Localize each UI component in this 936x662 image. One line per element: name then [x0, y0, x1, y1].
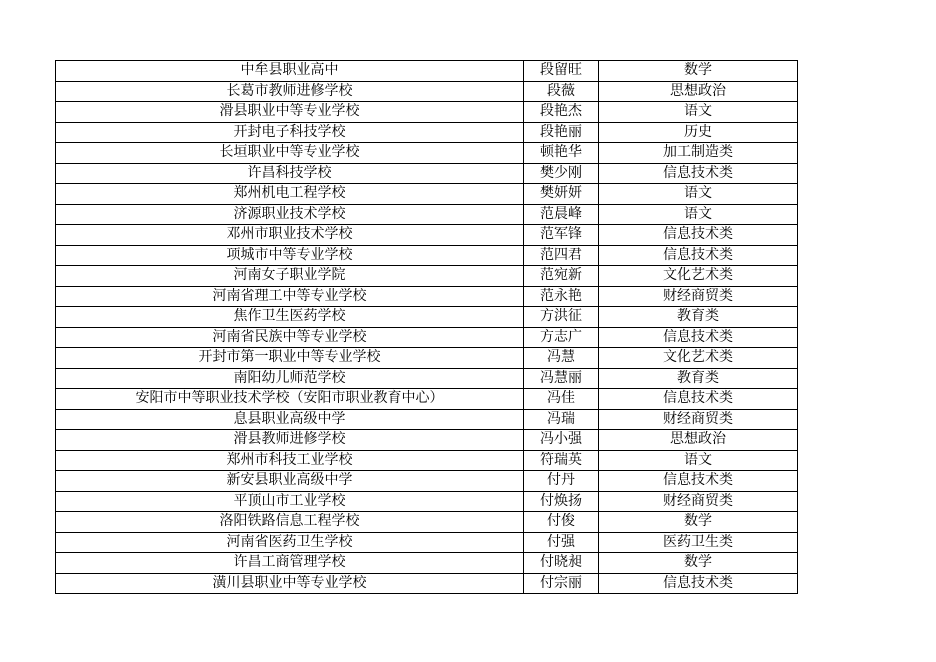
subject-cell[interactable]: 数学	[599, 61, 798, 82]
subject-cell[interactable]: 财经商贸类	[599, 286, 798, 307]
school-cell[interactable]: 长垣职业中等专业学校	[56, 143, 524, 164]
subject-cell[interactable]: 信息技术类	[599, 327, 798, 348]
subject-cell[interactable]: 信息技术类	[599, 245, 798, 266]
school-cell[interactable]: 邓州市职业技术学校	[56, 225, 524, 246]
subject-cell[interactable]: 加工制造类	[599, 143, 798, 164]
name-cell[interactable]: 方志广	[524, 327, 599, 348]
table-row	[56, 348, 798, 369]
school-cell[interactable]: 郑州市科技工业学校	[56, 450, 524, 471]
name-cell[interactable]: 段留旺	[524, 61, 599, 82]
name-cell[interactable]: 付晓昶	[524, 553, 599, 574]
name-cell[interactable]: 付俊	[524, 512, 599, 533]
subject-cell[interactable]: 医药卫生类	[599, 532, 798, 553]
name-cell[interactable]: 樊妍妍	[524, 184, 599, 205]
school-cell[interactable]: 新安县职业高级中学	[56, 471, 524, 492]
name-cell[interactable]: 冯慧	[524, 348, 599, 369]
school-cell[interactable]: 潢川县职业中等专业学校	[56, 573, 524, 594]
subject-cell[interactable]: 历史	[599, 122, 798, 143]
subject-cell[interactable]: 语文	[599, 184, 798, 205]
subject-cell[interactable]: 数学	[599, 512, 798, 533]
school-cell[interactable]: 息县职业高级中学	[56, 409, 524, 430]
table-row	[56, 81, 798, 102]
table-row	[56, 512, 798, 533]
table-row	[56, 225, 798, 246]
subject-cell[interactable]: 语文	[599, 450, 798, 471]
table-row	[56, 163, 798, 184]
table-row	[56, 368, 798, 389]
table-row	[56, 266, 798, 287]
school-cell[interactable]: 许昌工商管理学校	[56, 553, 524, 574]
subject-cell[interactable]: 信息技术类	[599, 389, 798, 410]
subject-cell[interactable]: 信息技术类	[599, 163, 798, 184]
subject-cell[interactable]: 文化艺术类	[599, 348, 798, 369]
name-cell[interactable]: 樊少刚	[524, 163, 599, 184]
subject-cell[interactable]: 思想政治	[599, 81, 798, 102]
name-cell[interactable]: 范宛新	[524, 266, 599, 287]
name-cell[interactable]: 范晨峰	[524, 204, 599, 225]
school-cell[interactable]: 郑州机电工程学校	[56, 184, 524, 205]
data-table	[55, 60, 798, 594]
subject-cell[interactable]: 信息技术类	[599, 573, 798, 594]
school-cell[interactable]: 焦作卫生医药学校	[56, 307, 524, 328]
subject-cell[interactable]: 数学	[599, 553, 798, 574]
name-cell[interactable]: 方洪征	[524, 307, 599, 328]
subject-cell[interactable]: 财经商贸类	[599, 409, 798, 430]
table-row	[56, 450, 798, 471]
school-cell[interactable]: 长葛市教师进修学校	[56, 81, 524, 102]
table-row	[56, 102, 798, 123]
school-cell[interactable]: 南阳幼儿师范学校	[56, 368, 524, 389]
table-row	[56, 184, 798, 205]
subject-cell[interactable]: 信息技术类	[599, 225, 798, 246]
table-row	[56, 532, 798, 553]
table-row	[56, 471, 798, 492]
school-cell[interactable]: 安阳市中等职业技术学校（安阳市职业教育中心）	[56, 389, 524, 410]
name-cell[interactable]: 付宗丽	[524, 573, 599, 594]
school-cell[interactable]: 济源职业技术学校	[56, 204, 524, 225]
subject-cell[interactable]: 教育类	[599, 368, 798, 389]
name-cell[interactable]: 范四君	[524, 245, 599, 266]
school-cell[interactable]: 洛阳铁路信息工程学校	[56, 512, 524, 533]
table-row	[56, 61, 798, 82]
table-row	[56, 430, 798, 451]
school-cell[interactable]: 河南省医药卫生学校	[56, 532, 524, 553]
name-cell[interactable]: 冯慧丽	[524, 368, 599, 389]
subject-cell[interactable]: 教育类	[599, 307, 798, 328]
table-row	[56, 553, 798, 574]
name-cell[interactable]: 顿艳华	[524, 143, 599, 164]
table-row	[56, 491, 798, 512]
name-cell[interactable]: 符瑞英	[524, 450, 599, 471]
school-cell[interactable]: 河南省民族中等专业学校	[56, 327, 524, 348]
table-row	[56, 307, 798, 328]
school-cell[interactable]: 河南省理工中等专业学校	[56, 286, 524, 307]
subject-cell[interactable]: 语文	[599, 204, 798, 225]
table-row	[56, 286, 798, 307]
subject-cell[interactable]: 文化艺术类	[599, 266, 798, 287]
school-cell[interactable]: 中牟县职业高中	[56, 61, 524, 82]
table-row	[56, 409, 798, 430]
table-row	[56, 573, 798, 594]
table-row	[56, 327, 798, 348]
table-body	[56, 61, 798, 594]
school-cell[interactable]: 滑县职业中等专业学校	[56, 102, 524, 123]
school-cell[interactable]: 开封电子科技学校	[56, 122, 524, 143]
name-cell[interactable]: 段艳丽	[524, 122, 599, 143]
name-cell[interactable]: 范永艳	[524, 286, 599, 307]
table-row	[56, 122, 798, 143]
school-cell[interactable]: 许昌科技学校	[56, 163, 524, 184]
name-cell[interactable]: 付焕扬	[524, 491, 599, 512]
name-cell[interactable]: 范军锋	[524, 225, 599, 246]
school-cell[interactable]: 滑县教师进修学校	[56, 430, 524, 451]
name-cell[interactable]: 冯佳	[524, 389, 599, 410]
table-row	[56, 245, 798, 266]
subject-cell[interactable]: 财经商贸类	[599, 491, 798, 512]
name-cell[interactable]: 段薇	[524, 81, 599, 102]
subject-cell[interactable]: 思想政治	[599, 430, 798, 451]
table-row	[56, 389, 798, 410]
subject-cell[interactable]: 信息技术类	[599, 471, 798, 492]
school-cell[interactable]: 项城市中等专业学校	[56, 245, 524, 266]
table-row	[56, 143, 798, 164]
name-cell[interactable]: 冯小强	[524, 430, 599, 451]
name-cell[interactable]: 段艳杰	[524, 102, 599, 123]
school-cell[interactable]: 平顶山市工业学校	[56, 491, 524, 512]
subject-cell[interactable]: 语文	[599, 102, 798, 123]
name-cell[interactable]: 冯瑞	[524, 409, 599, 430]
school-cell[interactable]: 开封市第一职业中等专业学校	[56, 348, 524, 369]
school-cell[interactable]: 河南女子职业学院	[56, 266, 524, 287]
name-cell[interactable]: 付强	[524, 532, 599, 553]
name-cell[interactable]: 付丹	[524, 471, 599, 492]
table-row	[56, 204, 798, 225]
